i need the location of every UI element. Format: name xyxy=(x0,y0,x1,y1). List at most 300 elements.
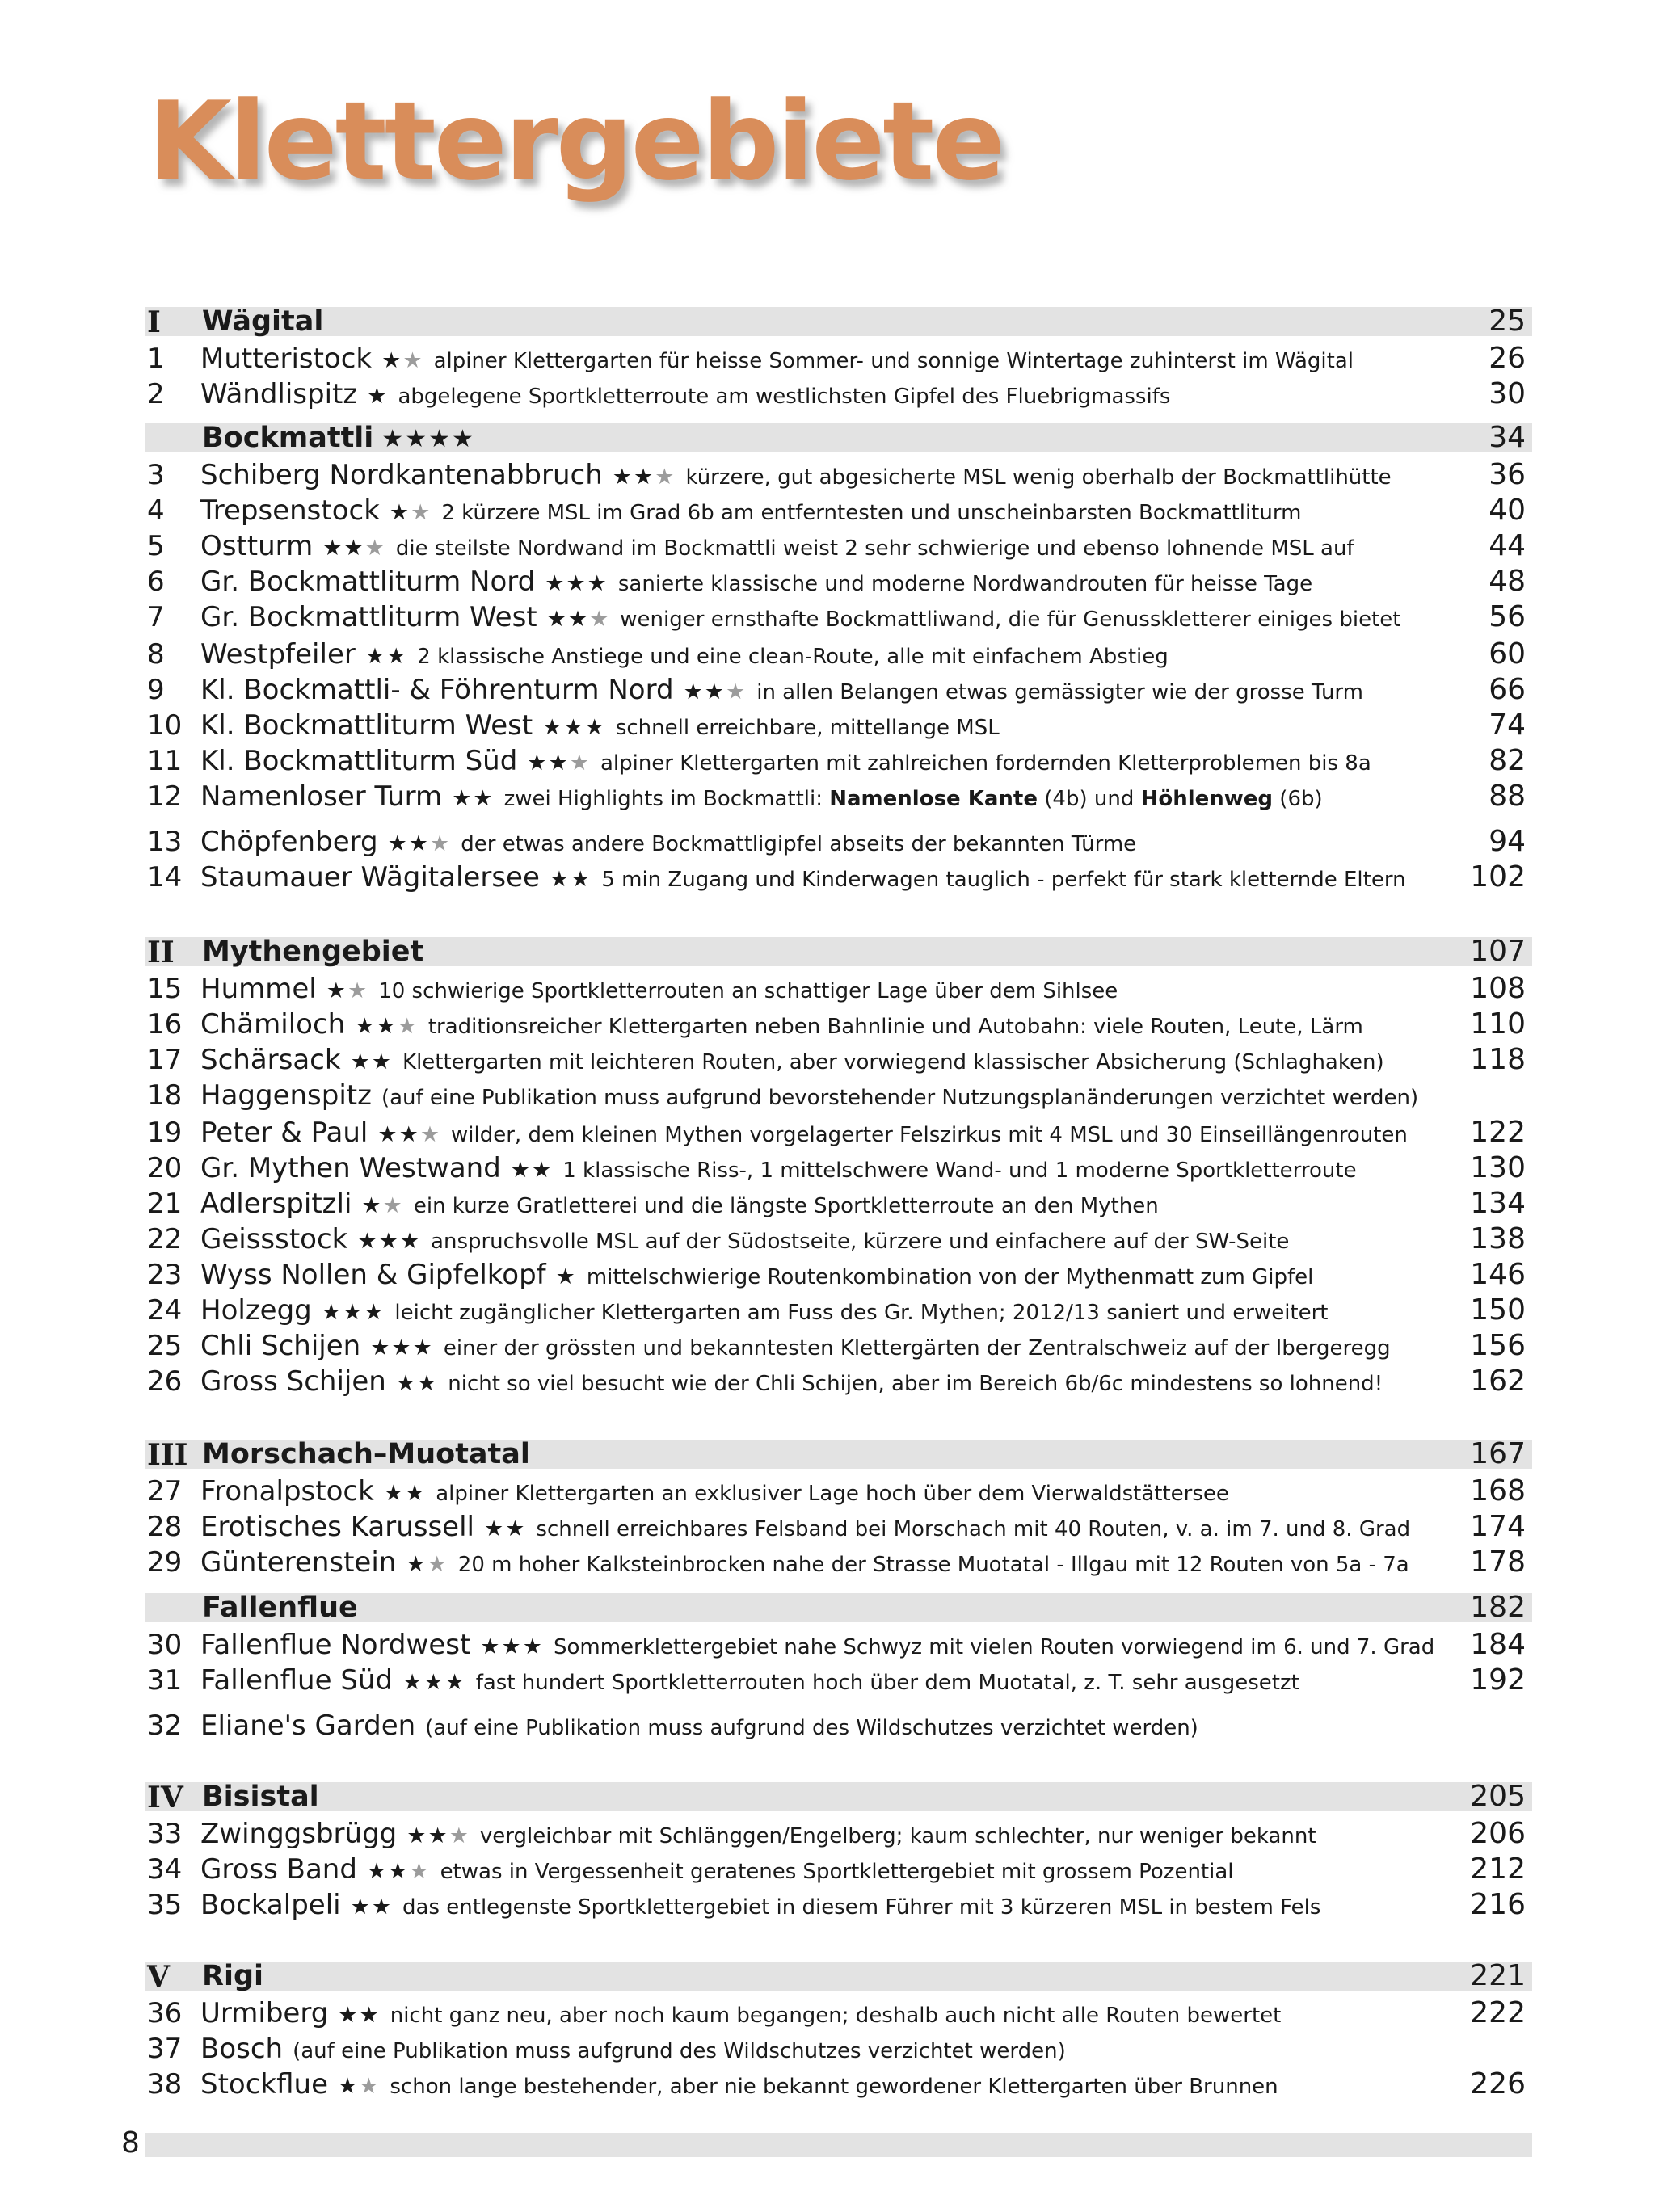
star-filled-icon: ★ xyxy=(338,2003,360,2028)
star-filled-icon: ★ xyxy=(322,536,344,561)
toc-entry[interactable] xyxy=(145,2033,1532,2065)
entry-description: wilder, dem kleinen Mythen vorgelagerter Felszirkus mit 4 MSL und 30 Einseillängenrouten xyxy=(451,1123,1408,1147)
rating-stars xyxy=(355,1014,419,1039)
entry-description: Klettergarten mit leichteren Routen, aber vorwiegend klassischer Absicherung (Schlaghaken) xyxy=(402,1050,1384,1074)
entry-name: Eliane's Garden xyxy=(200,1709,416,1742)
toc-entry[interactable] xyxy=(145,1709,1532,1742)
entry-description: das entlegenste Sportklettergebiet in diesem Führer mit 3 kürzeren MSL in bestem Fels xyxy=(402,1895,1321,1920)
subsection-name xyxy=(202,423,475,454)
star-empty-icon: ★ xyxy=(419,1122,442,1147)
toc-entry[interactable] xyxy=(145,1997,1532,2029)
star-filled-icon: ★ xyxy=(406,1823,428,1848)
entry-description: die steilste Nordwand im Bockmattli weist 2 sehr schwierige und ebenso lohnende MSL auf xyxy=(395,536,1354,561)
rating-stars xyxy=(365,644,407,669)
entry-description: Sommerklettergebiet nahe Schwyz mit vielen Routen vorwiegend im 6. und 7. Grad xyxy=(553,1635,1435,1659)
toc-entry[interactable] xyxy=(145,1365,1532,1398)
toc-entry[interactable] xyxy=(145,494,1532,527)
entry-page: 82 xyxy=(1489,744,1526,777)
toc-entry[interactable] xyxy=(145,1008,1532,1041)
entry-page: 66 xyxy=(1489,673,1526,706)
entry-page: 222 xyxy=(1470,1996,1526,2029)
entry-page: 216 xyxy=(1470,1888,1526,1921)
star-filled-icon: ★ xyxy=(376,1014,398,1039)
star-filled-icon: ★ xyxy=(359,2003,381,2028)
star-filled-icon: ★ xyxy=(545,571,566,596)
entry-name: Namenloser Turm xyxy=(200,780,443,813)
rating-stars xyxy=(370,1335,434,1360)
star-filled-icon: ★ xyxy=(634,465,655,490)
entry-number: 32 xyxy=(147,1709,183,1742)
star-filled-icon: ★ xyxy=(398,1122,420,1147)
entry-description: alpiner Klettergarten mit zahlreichen fordernden Kletterproblemen bis 8a xyxy=(600,751,1371,776)
entry-number: 30 xyxy=(147,1629,183,1661)
entry-name: Hummel xyxy=(200,973,317,1005)
entry-name: Bockalpeli xyxy=(200,1889,341,1921)
entry-name: Schiberg Nordkantenabbruch xyxy=(200,459,603,491)
entry-line xyxy=(200,1045,1384,1079)
entry-number: 37 xyxy=(147,2033,183,2065)
section-name: Bisistal xyxy=(202,1781,319,1813)
toc-entry[interactable] xyxy=(145,1294,1532,1327)
star-filled-icon: ★ xyxy=(480,1634,502,1659)
entry-page: 184 xyxy=(1470,1628,1526,1661)
star-filled-icon: ★ xyxy=(428,425,453,453)
entry-line xyxy=(200,1512,1410,1546)
entry-name: Gross Schijen xyxy=(200,1365,386,1398)
toc-entry[interactable] xyxy=(145,674,1532,706)
section-roman-numeral: III xyxy=(147,1438,188,1472)
entry-name: Haggenspitz xyxy=(200,1079,372,1112)
entry-line xyxy=(200,2034,1066,2068)
entry-number: 4 xyxy=(147,494,165,527)
subsection-name-text: Fallenflue xyxy=(202,1592,358,1624)
rating-stars xyxy=(357,1229,421,1254)
entry-name: Fallenflue Nordwest xyxy=(200,1629,471,1661)
rating-stars xyxy=(556,1264,577,1289)
toc-entry[interactable] xyxy=(145,1818,1532,1850)
star-empty-icon: ★ xyxy=(569,751,591,776)
entry-page: 206 xyxy=(1470,1817,1526,1850)
subsection-header[interactable] xyxy=(145,423,1532,452)
entry-line xyxy=(200,640,1169,674)
entry-line xyxy=(200,2070,1278,2104)
entry-line xyxy=(200,344,1354,378)
subsection-page: 34 xyxy=(1489,421,1526,454)
star-filled-icon: ★ xyxy=(402,1670,424,1695)
entry-page: 122 xyxy=(1470,1116,1526,1149)
toc-entry[interactable] xyxy=(145,378,1532,410)
section-roman-numeral: II xyxy=(147,936,175,969)
section-roman-numeral: V xyxy=(147,1960,170,1994)
entry-page: 130 xyxy=(1470,1151,1526,1184)
entry-line xyxy=(200,974,1118,1008)
toc-entry[interactable] xyxy=(145,1853,1532,1886)
entry-description: ein kurze Gratletterei und die längste Sportkletterroute an den Mythen xyxy=(413,1194,1159,1218)
toc-entry[interactable] xyxy=(145,601,1532,633)
star-empty-icon: ★ xyxy=(402,348,424,373)
star-filled-icon: ★ xyxy=(549,867,571,892)
star-filled-icon: ★ xyxy=(405,425,429,453)
star-filled-icon: ★ xyxy=(612,465,634,490)
entry-number: 23 xyxy=(147,1259,183,1291)
entry-line xyxy=(200,532,1354,566)
entry-name: Adlerspitzli xyxy=(200,1188,352,1220)
entry-description: 5 min Zugang und Kinderwagen tauglich - perfekt für stark kletternde Eltern xyxy=(601,868,1406,892)
rating-stars xyxy=(390,500,432,525)
entry-number: 17 xyxy=(147,1044,183,1076)
entry-description xyxy=(504,787,1323,811)
entry-description: (auf eine Publikation muss aufgrund des Wildschutzes verzichtet werden) xyxy=(293,2039,1066,2063)
entry-number: 29 xyxy=(147,1546,183,1579)
entry-line xyxy=(200,1296,1329,1330)
entry-line xyxy=(200,1367,1383,1401)
toc-entry[interactable] xyxy=(145,1117,1532,1149)
toc-entry[interactable] xyxy=(145,459,1532,491)
entry-line xyxy=(200,1666,1299,1700)
toc-entry[interactable] xyxy=(145,861,1532,894)
star-filled-icon: ★ xyxy=(388,1859,410,1884)
section-page: 107 xyxy=(1470,935,1526,968)
entry-description: sanierte klassische und moderne Nordwandrouten für heisse Tage xyxy=(617,572,1313,596)
entry-line xyxy=(200,1999,1281,2033)
toc-entry[interactable] xyxy=(145,1223,1532,1255)
entry-number: 20 xyxy=(147,1152,183,1184)
entry-description: 20 m hoher Kalksteinbrocken nahe der Strasse Muotatal - Illgau mit 12 Routen von 5a - 7a xyxy=(457,1553,1409,1577)
entry-page: 56 xyxy=(1489,600,1526,633)
section-roman-numeral: I xyxy=(147,305,161,339)
entry-line xyxy=(200,675,1363,709)
entry-page: 168 xyxy=(1470,1474,1526,1508)
entry-description: kürzere, gut abgesicherte MSL wenig oberhalb der Bockmattlihütte xyxy=(685,465,1392,490)
entry-number: 33 xyxy=(147,1818,183,1850)
entry-number: 22 xyxy=(147,1223,183,1255)
toc-entry[interactable] xyxy=(145,1889,1532,1921)
entry-name: Erotisches Karussell xyxy=(200,1511,474,1543)
entry-line xyxy=(200,460,1392,494)
toc-entry[interactable] xyxy=(145,1044,1532,1076)
entry-description: 1 klassische Riss-, 1 mittelschwere Wand- und 1 moderne Sportkletterroute xyxy=(562,1159,1357,1183)
toc-entry[interactable] xyxy=(145,709,1532,742)
entry-line xyxy=(200,1548,1409,1582)
entry-line xyxy=(200,711,1000,745)
star-filled-icon: ★ xyxy=(566,571,587,596)
toc-entry[interactable] xyxy=(145,973,1532,1005)
rating-stars xyxy=(326,978,368,1003)
entry-name: Wyss Nollen & Gipfelkopf xyxy=(200,1259,546,1291)
entry-line xyxy=(200,380,1170,414)
star-filled-icon: ★ xyxy=(361,1193,383,1218)
rating-stars xyxy=(527,751,591,776)
section-name: Mythengebiet xyxy=(202,936,424,968)
entry-page: 118 xyxy=(1470,1043,1526,1076)
entry-line xyxy=(200,863,1406,897)
star-filled-icon: ★ xyxy=(444,1670,466,1695)
entry-number: 21 xyxy=(147,1188,183,1220)
entry-line xyxy=(200,1477,1229,1511)
star-filled-icon: ★ xyxy=(350,1894,372,1920)
entry-page: 156 xyxy=(1470,1329,1526,1362)
entry-page: 102 xyxy=(1470,860,1526,894)
entry-line xyxy=(200,1081,1418,1115)
section-roman-numeral: IV xyxy=(147,1781,183,1815)
entry-name: Chöpfenberg xyxy=(200,826,378,858)
entry-line xyxy=(200,1331,1391,1365)
star-filled-icon: ★ xyxy=(501,1634,523,1659)
footer-bar xyxy=(145,2133,1532,2157)
star-filled-icon: ★ xyxy=(555,1264,577,1289)
entry-page: 226 xyxy=(1470,2067,1526,2101)
subsection-name xyxy=(202,1593,358,1622)
entry-number: 25 xyxy=(147,1330,183,1362)
star-filled-icon: ★ xyxy=(563,715,585,740)
toc-entry[interactable] xyxy=(145,745,1532,777)
section-header[interactable] xyxy=(145,935,1532,969)
star-filled-icon: ★ xyxy=(548,751,570,776)
entry-page: 74 xyxy=(1489,709,1526,742)
toc-entry[interactable] xyxy=(145,1511,1532,1543)
entry-description-text: zwei Highlights im Bockmattli: xyxy=(503,787,830,811)
entry-page: 110 xyxy=(1470,1007,1526,1041)
entry-description-text: (6b) xyxy=(1273,787,1323,811)
entry-description: mittelschwierige Routenkombination von der Mythenmatt zum Gipfel xyxy=(586,1265,1314,1289)
entry-number: 27 xyxy=(147,1475,183,1508)
toc-entry[interactable] xyxy=(145,566,1532,598)
star-filled-icon: ★ xyxy=(452,786,474,811)
star-filled-icon: ★ xyxy=(366,1859,389,1884)
star-empty-icon: ★ xyxy=(409,1859,431,1884)
entry-page: 178 xyxy=(1470,1545,1526,1579)
star-empty-icon: ★ xyxy=(430,831,452,856)
star-filled-icon: ★ xyxy=(505,1516,527,1541)
entry-page: 88 xyxy=(1489,780,1526,813)
page-number: 8 xyxy=(121,2126,140,2159)
entry-description: traditionsreicher Klettergarten neben Bahnlinie und Autobahn: viele Routen, Leute, Lärm xyxy=(427,1015,1363,1039)
star-filled-icon: ★ xyxy=(342,1300,364,1325)
entry-line xyxy=(200,1890,1320,1924)
entry-name: Bosch xyxy=(200,2033,284,2065)
entry-description: alpiner Klettergarten an exklusiver Lage hoch über dem Vierwaldstättersee xyxy=(436,1482,1229,1506)
star-filled-icon: ★ xyxy=(343,536,365,561)
entry-number: 2 xyxy=(147,378,165,410)
toc-entry[interactable] xyxy=(145,530,1532,562)
entry-description: (auf eine Publikation muss aufgrund des Wildschutzes verzichtet werden) xyxy=(425,1716,1198,1740)
entry-description: 2 klassische Anstiege und eine clean-Route, alle mit einfachem Abstieg xyxy=(417,645,1169,669)
star-empty-icon: ★ xyxy=(364,536,386,561)
section-name: Rigi xyxy=(202,1960,263,1992)
entry-number: 3 xyxy=(147,459,165,491)
star-filled-icon: ★ xyxy=(381,348,403,373)
entry-line xyxy=(200,496,1301,530)
star-filled-icon: ★ xyxy=(510,1158,533,1183)
entry-name: Gr. Mythen Westwand xyxy=(200,1152,501,1184)
entry-page: 36 xyxy=(1489,458,1526,491)
rating-stars xyxy=(542,715,606,740)
star-filled-icon: ★ xyxy=(387,831,409,856)
star-filled-icon: ★ xyxy=(406,1552,427,1577)
star-filled-icon: ★ xyxy=(546,607,568,632)
entry-line xyxy=(200,1711,1198,1745)
rating-stars xyxy=(402,1670,466,1695)
star-filled-icon: ★ xyxy=(371,1894,394,1920)
entry-description: einer der grössten und bekanntesten Klettergärten der Zentralschweiz auf der Ibergeregg xyxy=(443,1336,1391,1360)
star-filled-icon: ★ xyxy=(357,1229,379,1254)
toc-entry[interactable] xyxy=(145,1079,1532,1112)
entry-description: 10 schwierige Sportkletterrouten an schattiger Lage über dem Sihlsee xyxy=(378,979,1118,1003)
toc-entry[interactable] xyxy=(145,1188,1532,1220)
entry-name: Günterenstein xyxy=(200,1546,397,1579)
entry-line xyxy=(200,1260,1313,1294)
entry-number: 5 xyxy=(147,530,165,562)
entry-name: Stockflue xyxy=(200,2068,328,2101)
entry-name: Kl. Bockmattli- & Föhrenturm Nord xyxy=(200,674,674,706)
entry-description: weniger ernsthafte Bockmattliwand, die für Genusskletterer einiges bietet xyxy=(620,608,1401,632)
entry-name: Westpfeiler xyxy=(200,638,356,671)
entry-description: 2 kürzere MSL im Grad 6b am entferntesten und unscheinbarsten Bockmattliturm xyxy=(441,501,1302,525)
star-filled-icon: ★ xyxy=(337,2074,360,2099)
entry-name: Wändlispitz xyxy=(200,378,358,410)
rating-stars xyxy=(381,348,423,373)
entry-name: Fronalpstock xyxy=(200,1475,374,1508)
entry-page: 108 xyxy=(1470,972,1526,1005)
section-header[interactable] xyxy=(145,1959,1532,1994)
rating-stars xyxy=(367,1859,431,1884)
entry-description: schnell erreichbares Felsband bei Morschach mit 40 Routen, v. a. im 7. und 8. Grad xyxy=(536,1517,1411,1541)
entry-number: 28 xyxy=(147,1511,183,1543)
rating-stars xyxy=(684,679,747,704)
rating-stars xyxy=(384,1481,426,1506)
star-empty-icon: ★ xyxy=(359,2074,381,2099)
entry-number: 26 xyxy=(147,1365,183,1398)
entry-number: 10 xyxy=(147,709,183,742)
entry-line xyxy=(200,603,1400,637)
entry-line xyxy=(200,1154,1357,1188)
entry-page: 174 xyxy=(1470,1510,1526,1543)
entry-number: 19 xyxy=(147,1117,183,1149)
toc-entry[interactable] xyxy=(145,1664,1532,1697)
entry-line xyxy=(200,1855,1234,1889)
toc-entry[interactable] xyxy=(145,1259,1532,1291)
entry-page: 40 xyxy=(1489,494,1526,527)
entry-number: 31 xyxy=(147,1664,183,1697)
star-filled-icon: ★ xyxy=(532,1158,554,1183)
toc-entry[interactable] xyxy=(145,343,1532,375)
star-empty-icon: ★ xyxy=(411,500,432,525)
star-empty-icon: ★ xyxy=(448,1823,470,1848)
entry-line xyxy=(200,1630,1434,1664)
star-filled-icon: ★ xyxy=(386,644,408,669)
star-filled-icon: ★ xyxy=(367,384,389,409)
rating-stars xyxy=(547,607,611,632)
toc-entry[interactable] xyxy=(145,1152,1532,1184)
entry-page: 192 xyxy=(1470,1663,1526,1697)
highlight-route-name: Höhlenweg xyxy=(1140,787,1274,811)
entry-line xyxy=(200,1010,1363,1044)
section-header[interactable] xyxy=(145,1437,1532,1472)
star-filled-icon: ★ xyxy=(412,1335,434,1360)
subsection-header[interactable] xyxy=(145,1593,1532,1622)
entry-page: 26 xyxy=(1489,342,1526,375)
entry-description: der etwas andere Bockmattligipfel abseits der bekannten Türme xyxy=(461,832,1137,856)
entry-name: Gr. Bockmattliturm West xyxy=(200,601,537,633)
rating-stars xyxy=(351,1894,393,1920)
star-filled-icon: ★ xyxy=(567,607,590,632)
toc-entry[interactable] xyxy=(145,826,1532,858)
section-page: 167 xyxy=(1470,1437,1526,1470)
star-filled-icon: ★ xyxy=(587,571,609,596)
toc-entry[interactable] xyxy=(145,1546,1532,1579)
star-filled-icon: ★ xyxy=(350,1049,372,1074)
entry-description: abgelegene Sportkletterroute am westlichsten Gipfel des Fluebrigmassifs xyxy=(398,385,1171,409)
page-title: Klettergebiete xyxy=(148,78,1004,204)
rating-stars xyxy=(480,1634,544,1659)
section-name: Wägital xyxy=(202,305,324,338)
entry-number: 12 xyxy=(147,780,183,813)
entry-page: 94 xyxy=(1489,825,1526,858)
star-filled-icon: ★ xyxy=(404,1481,427,1506)
entry-page: 138 xyxy=(1470,1222,1526,1255)
rating-stars xyxy=(613,465,676,490)
rating-stars xyxy=(388,831,452,856)
section-name: Morschach–Muotatal xyxy=(202,1438,530,1470)
entry-page: 162 xyxy=(1470,1365,1526,1398)
entry-number: 13 xyxy=(147,826,183,858)
entry-number: 36 xyxy=(147,1997,183,2029)
star-filled-icon: ★ xyxy=(417,1371,439,1396)
section-header[interactable] xyxy=(145,305,1532,339)
rating-stars xyxy=(452,786,494,811)
toc-entry[interactable] xyxy=(145,780,1532,813)
entry-description: anspruchsvolle MSL auf der Südostseite, kürzere und einfachere auf der SW-Seite xyxy=(431,1230,1290,1254)
entry-name: Kl. Bockmattliturm Süd xyxy=(200,745,518,777)
entry-description: leicht zugänglicher Klettergarten am Fuss des Gr. Mythen; 2012/13 saniert und erweitert xyxy=(394,1301,1329,1325)
entry-description: in allen Belangen etwas gemässigter wie der grosse Turm xyxy=(756,680,1363,704)
entry-name: Schärsack xyxy=(200,1044,341,1076)
rating-stars xyxy=(377,1122,441,1147)
entry-name: Kl. Bockmattliturm West xyxy=(200,709,533,742)
toc-entry[interactable] xyxy=(145,2068,1532,2101)
entry-name: Chli Schijen xyxy=(200,1330,361,1362)
star-empty-icon: ★ xyxy=(655,465,676,490)
section-header[interactable] xyxy=(145,1780,1532,1815)
entry-line xyxy=(200,1225,1289,1259)
subsection-name-text: Bockmattli xyxy=(202,422,374,454)
entry-number: 7 xyxy=(147,601,165,633)
toc-entry[interactable] xyxy=(145,1629,1532,1661)
entry-description: etwas in Vergessenheit geratenes Sportklettergebiet mit grossem Pozential xyxy=(440,1860,1234,1884)
star-empty-icon: ★ xyxy=(347,978,369,1003)
entry-name: Mutteristock xyxy=(200,343,373,375)
star-filled-icon: ★ xyxy=(542,715,564,740)
toc-entry[interactable] xyxy=(145,638,1532,671)
entry-page: 134 xyxy=(1470,1187,1526,1220)
star-empty-icon: ★ xyxy=(397,1014,419,1039)
toc-entry[interactable] xyxy=(145,1330,1532,1362)
entry-number: 1 xyxy=(147,343,165,375)
star-filled-icon: ★ xyxy=(377,1122,399,1147)
star-filled-icon: ★ xyxy=(584,715,606,740)
rating-stars xyxy=(381,425,475,453)
rating-stars xyxy=(322,536,386,561)
star-filled-icon: ★ xyxy=(389,500,411,525)
entry-name: Peter & Paul xyxy=(200,1117,368,1149)
entry-number: 8 xyxy=(147,638,165,671)
entry-name: Urmiberg xyxy=(200,1997,329,2029)
entry-number: 15 xyxy=(147,973,183,1005)
toc-entry[interactable] xyxy=(145,1475,1532,1508)
entry-name: Staumauer Wägitalersee xyxy=(200,861,540,894)
rating-stars xyxy=(550,867,592,892)
entry-name: Zwinggsbrügg xyxy=(200,1818,398,1850)
